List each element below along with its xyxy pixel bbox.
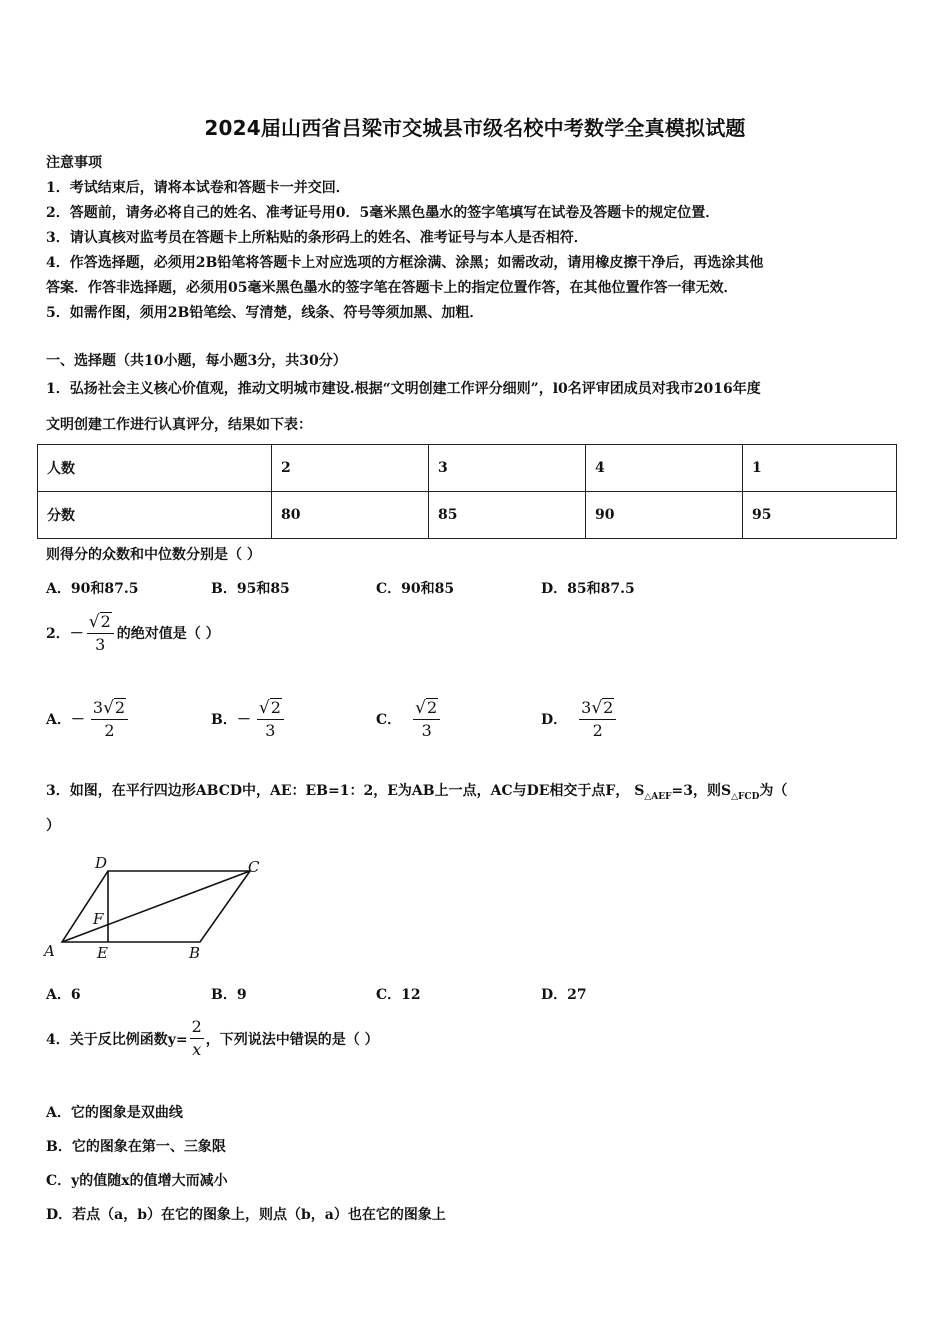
table-cell: 85: [429, 492, 586, 539]
table-cell: 2: [272, 445, 429, 492]
q4-fraction: [190, 1018, 204, 1059]
parallelogram-figure: [40, 852, 270, 964]
notice-item: 5．如需作图，须用2B铅笔绘、写清楚，线条、符号等须加黑、加粗．: [46, 305, 484, 321]
q3-option-c[interactable]: C．12: [376, 987, 421, 1003]
option-fraction: 3 √ 2 2: [91, 698, 128, 740]
q3-subscript: △AEF: [644, 791, 672, 802]
table-cell: 3: [429, 445, 586, 492]
option-coef: 3: [92, 698, 104, 717]
q2-option-c[interactable]: [376, 698, 440, 740]
table-cell: 1: [743, 445, 897, 492]
table-cell: 分数: [38, 492, 272, 539]
option-radicand: 2: [270, 698, 281, 717]
q2-option-d[interactable]: [541, 698, 616, 740]
q1-stem-cont: 文明创建工作进行认真评分，结果如下表：: [46, 417, 312, 433]
option-denominator: 3: [421, 721, 432, 740]
q1-option-b[interactable]: B．95和85: [211, 581, 290, 597]
q1-stem: 1．弘扬社会主义核心价值观，推动文明城市建设.根据“文明创建工作评分细则”，l0名评审团成员对我市2016年度: [46, 381, 761, 397]
label-b: B: [189, 944, 201, 962]
q4-option-d[interactable]: D．若点（a，b）在它的图象上，则点（b，a）也在它的图象上: [46, 1207, 446, 1223]
option-radicand: 2: [427, 698, 438, 717]
page-title: 2024届山西省吕梁市交城县市级名校中考数学全真模拟试题: [204, 116, 746, 140]
q4-stem: [46, 1018, 379, 1059]
q4-denominator: x: [192, 1040, 202, 1059]
q1-option-d[interactable]: D．85和87.5: [541, 581, 635, 597]
q2-denominator: 3: [95, 635, 106, 654]
q2-suffix: 的绝对值是（ ）: [116, 626, 220, 642]
table-row: [38, 445, 897, 492]
q1-question: 则得分的众数和中位数分别是（ ）: [46, 547, 261, 563]
label-e: E: [97, 944, 108, 962]
q2-fraction: √ 2 3: [87, 612, 114, 654]
notice-item: 4．作答选择题，必须用2B铅笔将答题卡上对应选项的方框涂满、涂黑；如需改动，请用橡皮擦干净后，再选涂其他: [46, 255, 764, 271]
label-d: D: [95, 854, 108, 872]
table-cell: 95: [743, 492, 897, 539]
option-fraction: √ 2 3: [257, 698, 284, 740]
q2-stem: [46, 612, 220, 654]
q3-stem-cont: ）: [46, 818, 60, 834]
notice-heading: 注意事项: [46, 155, 102, 171]
q1-option-c[interactable]: C．90和85: [376, 581, 455, 597]
label-f: F: [93, 910, 104, 928]
q3-option-a[interactable]: A．6: [46, 987, 81, 1003]
q4-option-a[interactable]: A．它的图象是双曲线: [46, 1105, 183, 1121]
q4-prefix: 4．关于反比例函数y=: [46, 1031, 188, 1048]
table-cell: 80: [272, 492, 429, 539]
q1-option-a[interactable]: A．90和87.5: [46, 581, 139, 597]
notice-item: 2．答题前，请务必将自己的姓名、准考证号用0．5毫米黑色墨水的签字笔填写在试卷及答题卡的规定位置．: [46, 205, 720, 221]
score-table: [37, 444, 897, 539]
option-fraction: 3 √ 2 2: [579, 698, 616, 740]
option-label: C．: [376, 712, 402, 728]
q4-numerator: 2: [190, 1018, 204, 1039]
q3-stem-text: 为（: [759, 783, 788, 799]
option-coef: 3: [581, 698, 592, 717]
table-cell: 4: [586, 445, 743, 492]
option-radicand: 2: [114, 698, 126, 717]
option-label: B．－: [211, 712, 251, 728]
q2-option-a[interactable]: [46, 698, 128, 740]
q2-prefix: 2．－: [46, 626, 84, 642]
label-a: A: [44, 942, 55, 960]
q3-stem-text: 3．如图，在平行四边形ABCD中，AE：EB=1：2，E为AB上一点，AC与DE相交于点F， S: [46, 783, 645, 799]
q4-option-b[interactable]: B．它的图象在第一、三象限: [46, 1139, 226, 1155]
q3-option-d[interactable]: D．27: [541, 987, 587, 1003]
table-cell: 90: [586, 492, 743, 539]
q3-stem-text: =3，则S: [671, 783, 732, 799]
q3-subscript: △FCD: [731, 791, 760, 802]
option-denominator: 2: [104, 721, 115, 740]
table-row: [38, 492, 897, 539]
notice-item: 1．考试结束后，请将本试卷和答题卡一并交回．: [46, 180, 350, 196]
option-radicand: 2: [603, 698, 614, 717]
option-label: A．－: [46, 712, 85, 728]
section-heading: 一、选择题（共10小题，每小题3分，共30分）: [46, 353, 347, 369]
q4-suffix: ，下列说法中错误的是（ ）: [205, 1031, 379, 1048]
q3-stem: [46, 780, 787, 802]
q2-radicand: 2: [100, 612, 111, 631]
q3-option-b[interactable]: B．9: [211, 987, 247, 1003]
option-denominator: 3: [265, 721, 276, 740]
q2-option-b[interactable]: [211, 698, 284, 740]
notice-item: 答案．作答非选择题，必须用05毫米黑色墨水的签字笔在答题卡上的指定位置作答，在其他位置作答一律无效．: [46, 280, 738, 296]
q4-option-c[interactable]: C．y的值随x的值增大而减小: [46, 1173, 228, 1189]
option-denominator: 2: [592, 721, 603, 740]
diagonal-ac: [62, 871, 250, 942]
option-fraction: √ 2 3: [413, 698, 440, 740]
notice-item: 3．请认真核对监考员在答题卡上所粘贴的条形码上的姓名、准考证号与本人是否相符．: [46, 230, 588, 246]
table-cell: 人数: [38, 445, 272, 492]
label-c: C: [248, 858, 260, 876]
option-label: D．: [541, 712, 568, 728]
